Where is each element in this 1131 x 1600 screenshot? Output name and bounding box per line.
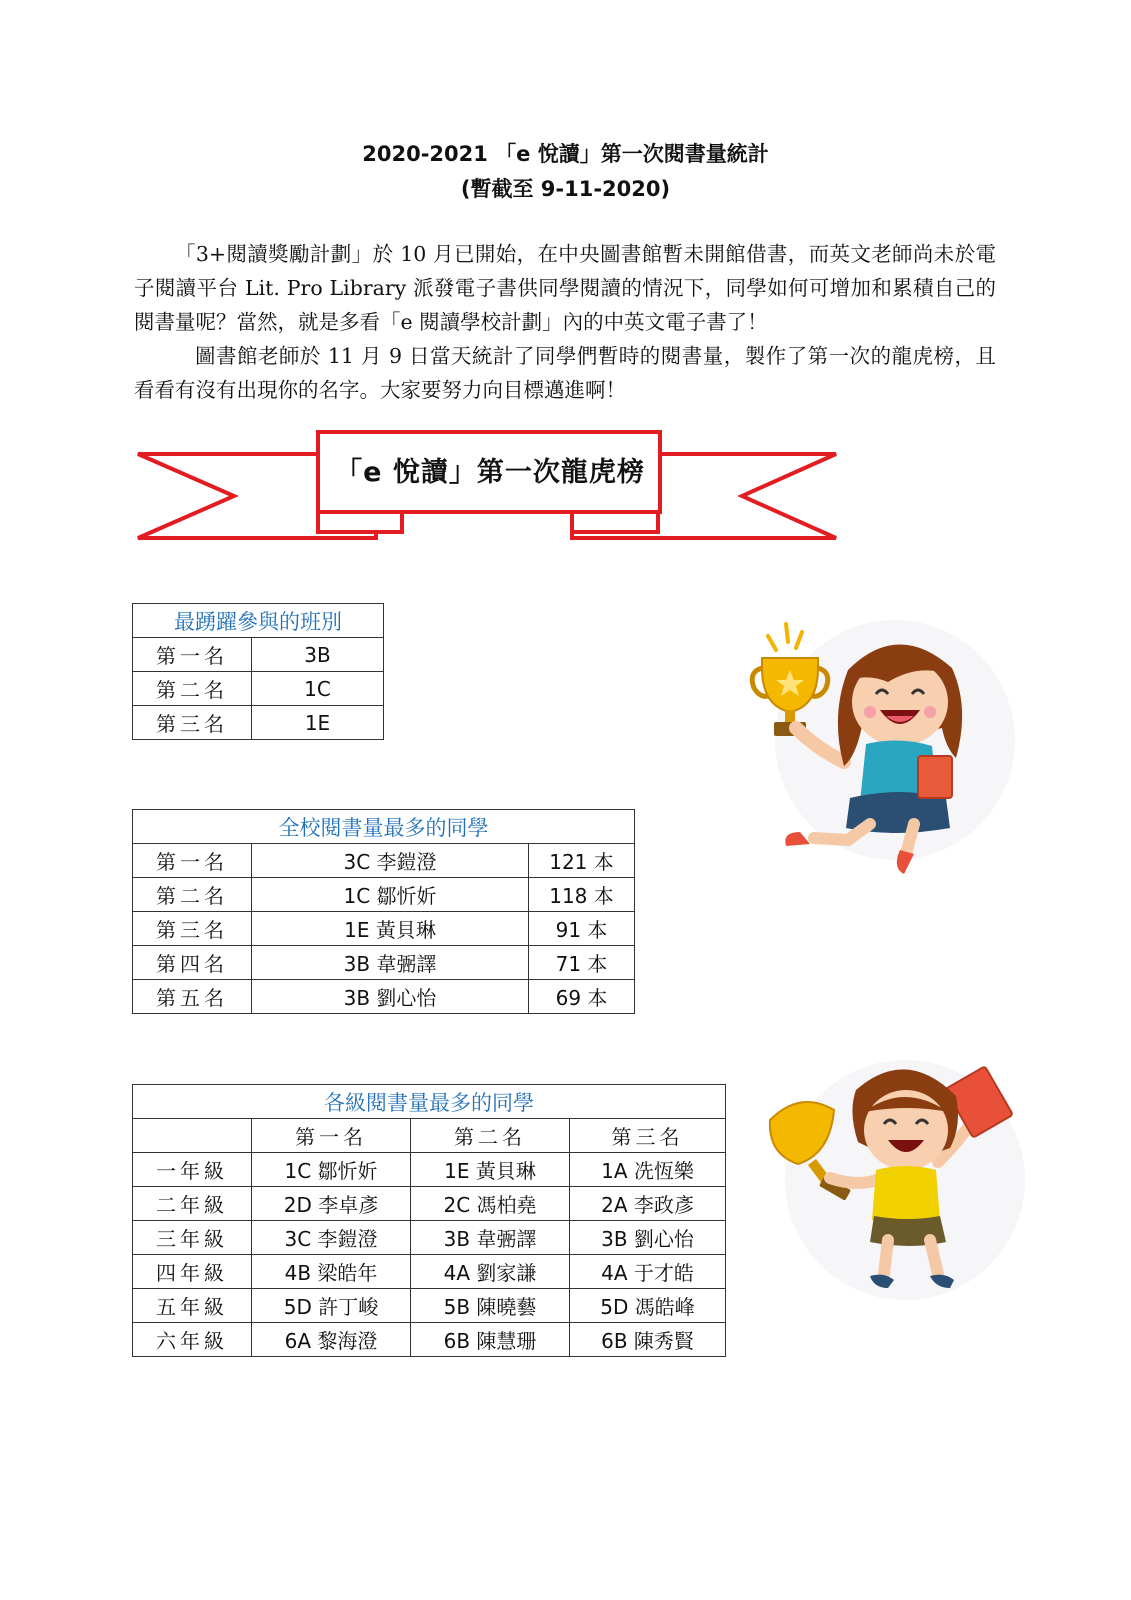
book-icon (918, 756, 952, 798)
banner-title: 「e 悅讀」第一次龍虎榜 (335, 457, 645, 488)
student-cell: 3C 李鎧澄 (252, 844, 529, 878)
school-ranking-table (132, 809, 635, 1014)
second-cell: 2C 馮柏堯 (411, 1187, 570, 1221)
table-row (133, 1289, 726, 1323)
class-cell: 1E (252, 706, 384, 740)
rank-cell: 第三名 (133, 706, 252, 740)
table-row (133, 1187, 726, 1221)
first-cell: 6A 黎海澄 (252, 1323, 411, 1357)
rank-cell: 第一名 (133, 638, 252, 672)
count-cell: 91 本 (529, 912, 635, 946)
grade-cell: 二年級 (133, 1187, 252, 1221)
table-row (133, 638, 384, 672)
grade-ranking-table (132, 1084, 726, 1357)
student-cell: 1C 鄒忻妡 (252, 878, 529, 912)
third-cell: 2A 李政彥 (570, 1187, 726, 1221)
table-row (133, 1323, 726, 1357)
second-cell: 1E 黃貝琳 (411, 1153, 570, 1187)
student-cell: 3B 劉心怡 (252, 980, 529, 1014)
ribbon-left-fold (318, 512, 402, 532)
first-cell: 3C 李鎧澄 (252, 1221, 411, 1255)
grade-cell: 一年級 (133, 1153, 252, 1187)
count-cell: 71 本 (529, 946, 635, 980)
page-title: 2020-2021 「e 悅讀」第一次閱書量統計 (362, 142, 769, 166)
table-row (133, 706, 384, 740)
page-subtitle: (暫截至 9-11-2020) (460, 177, 671, 201)
count-cell: 69 本 (529, 980, 635, 1014)
second-cell: 3B 韋弻譯 (411, 1221, 570, 1255)
count-cell: 121 本 (529, 844, 635, 878)
second-cell: 4A 劉家謙 (411, 1255, 570, 1289)
table-row (133, 912, 635, 946)
table-row (133, 844, 635, 878)
ribbon-right-fold (572, 512, 658, 532)
first-cell: 5D 許丁峻 (252, 1289, 411, 1323)
column-header-first: 第一名 (252, 1119, 411, 1153)
class-cell: 1C (252, 672, 384, 706)
girl-with-trophy-illustration (740, 610, 1040, 880)
second-cell: 6B 陳慧珊 (411, 1323, 570, 1357)
grade-cell: 五年級 (133, 1289, 252, 1323)
third-cell: 1A 冼恆樂 (570, 1153, 726, 1187)
class-ranking-table (132, 603, 384, 740)
grade-table-caption: 各級閱書量最多的同學 (133, 1085, 726, 1119)
second-cell: 5B 陳曉藝 (411, 1289, 570, 1323)
table-row (133, 1255, 726, 1289)
column-header-third: 第三名 (570, 1119, 726, 1153)
grade-cell: 四年級 (133, 1255, 252, 1289)
grade-cell: 六年級 (133, 1323, 252, 1357)
table-header-row (133, 1119, 726, 1153)
rank-cell: 第四名 (133, 946, 252, 980)
rank-cell: 第五名 (133, 980, 252, 1014)
class-table-caption: 最踴躍參與的班別 (133, 604, 384, 638)
student-cell: 1E 黃貝琳 (252, 912, 529, 946)
table-row (133, 672, 384, 706)
first-cell: 4B 梁皓年 (252, 1255, 411, 1289)
empty-header-cell (133, 1119, 252, 1153)
rank-cell: 第二名 (133, 672, 252, 706)
table-row (133, 946, 635, 980)
intro-paragraph: 「3+閱讀獎勵計劃」於 10 月已開始，在中央圖書館暫未開館借書，而英文老師尚未於電子閱讀平台 Lit. Pro Library 派發電子書供同學閱讀的情況下，同學如何可增加和累積自己的閱書量呢？當然，就是多看「e 閱讀學校計劃」內的中英文電子書了！ (134, 242, 996, 334)
rank-cell: 第一名 (133, 844, 252, 878)
class-cell: 3B (252, 638, 384, 672)
boy-with-trophy-illustration (760, 1050, 1050, 1310)
column-header-second: 第二名 (411, 1119, 570, 1153)
grade-cell: 三年級 (133, 1221, 252, 1255)
school-table-caption: 全校閱書量最多的同學 (133, 810, 635, 844)
third-cell: 5D 馮皓峰 (570, 1289, 726, 1323)
sparkle-icon (768, 624, 802, 650)
table-row (133, 1153, 726, 1187)
student-cell: 3B 韋弻譯 (252, 946, 529, 980)
first-cell: 1C 鄒忻妡 (252, 1153, 411, 1187)
third-cell: 6B 陳秀賢 (570, 1323, 726, 1357)
table-row (133, 1221, 726, 1255)
table-row (133, 980, 635, 1014)
rank-cell: 第二名 (133, 878, 252, 912)
first-cell: 2D 李卓彥 (252, 1187, 411, 1221)
third-cell: 4A 于才皓 (570, 1255, 726, 1289)
count-cell: 118 本 (529, 878, 635, 912)
rank-cell: 第三名 (133, 912, 252, 946)
third-cell: 3B 劉心怡 (570, 1221, 726, 1255)
table-row (133, 878, 635, 912)
ranking-paragraph: 圖書館老師於 11 月 9 日當天統計了同學們暫時的閱書量，製作了第一次的龍虎榜，且看看有沒有出現你的名字。大家要努力向目標邁進啊！ (134, 344, 996, 402)
